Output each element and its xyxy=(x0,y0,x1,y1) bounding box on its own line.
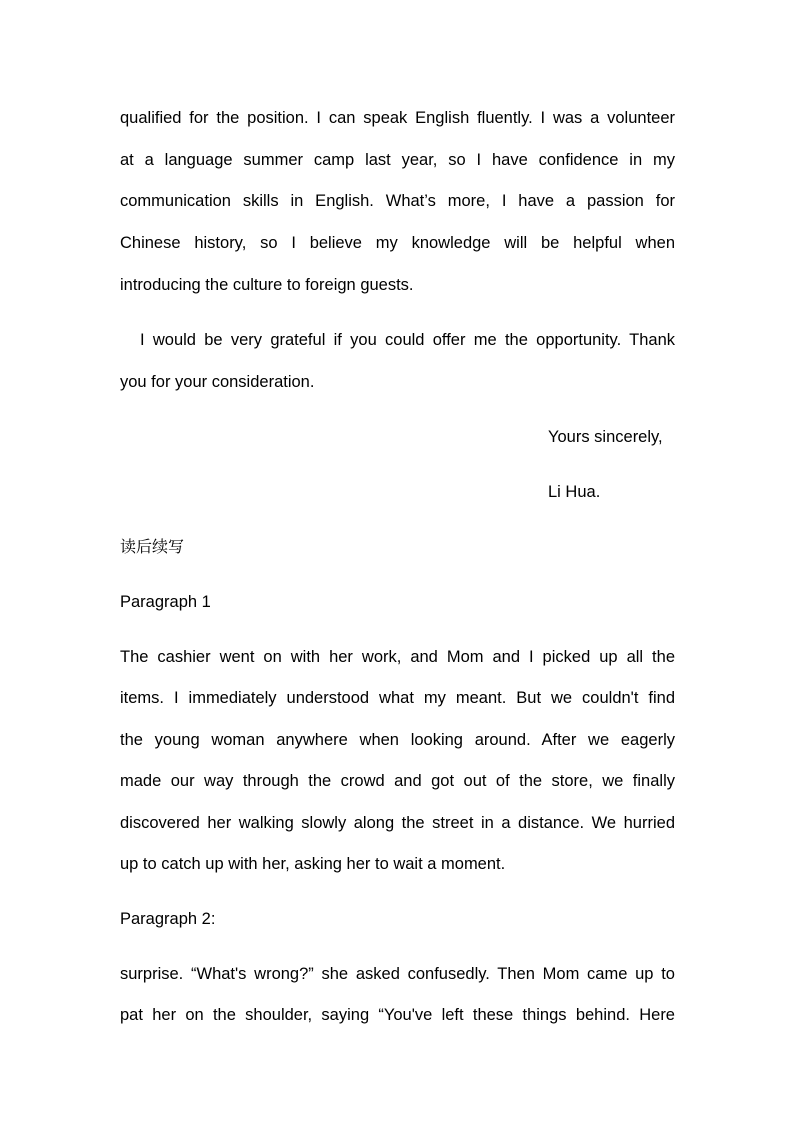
letter-closing: Yours sincerely, xyxy=(548,428,663,446)
story-paragraph-line: surprise. “What's wrong?” she asked confusedly. Then Mom came up to xyxy=(120,965,675,983)
letter-paragraph-line: introducing the culture to foreign guests. xyxy=(120,276,414,294)
story-paragraph-line: pat her on the shoulder, saying “You've left these things behind. Here xyxy=(120,1006,675,1024)
section-title: 读后续写 xyxy=(120,537,185,556)
letter-paragraph-line: I would be very grateful if you could offer me the opportunity. Thank xyxy=(140,331,675,349)
letter-paragraph-line: communication skills in English. What’s more, I have a passion for xyxy=(120,192,675,210)
letter-paragraph-line: at a language summer camp last year, so I have confidence in my xyxy=(120,151,675,169)
letter-paragraph-line: Chinese history, so I believe my knowledge will be helpful when xyxy=(120,234,675,252)
letter-paragraph-line: you for your consideration. xyxy=(120,373,315,391)
story-paragraph-line: the young woman anywhere when looking around. After we eagerly xyxy=(120,731,675,749)
paragraph-heading: Paragraph 2: xyxy=(120,910,216,928)
story-paragraph-line: discovered her walking slowly along the street in a distance. We hurried xyxy=(120,814,675,832)
story-paragraph-line: The cashier went on with her work, and Mom and I picked up all the xyxy=(120,648,675,666)
paragraph-heading: Paragraph 1 xyxy=(120,593,211,611)
letter-signature: Li Hua. xyxy=(548,483,601,501)
story-paragraph-line: up to catch up with her, asking her to wait a moment. xyxy=(120,855,506,873)
letter-paragraph-line: qualified for the position. I can speak English fluently. I was a volunteer xyxy=(120,109,675,127)
story-paragraph-line: made our way through the crowd and got out of the store, we finally xyxy=(120,772,675,790)
story-paragraph-line: items. I immediately understood what my meant. But we couldn't find xyxy=(120,689,675,707)
